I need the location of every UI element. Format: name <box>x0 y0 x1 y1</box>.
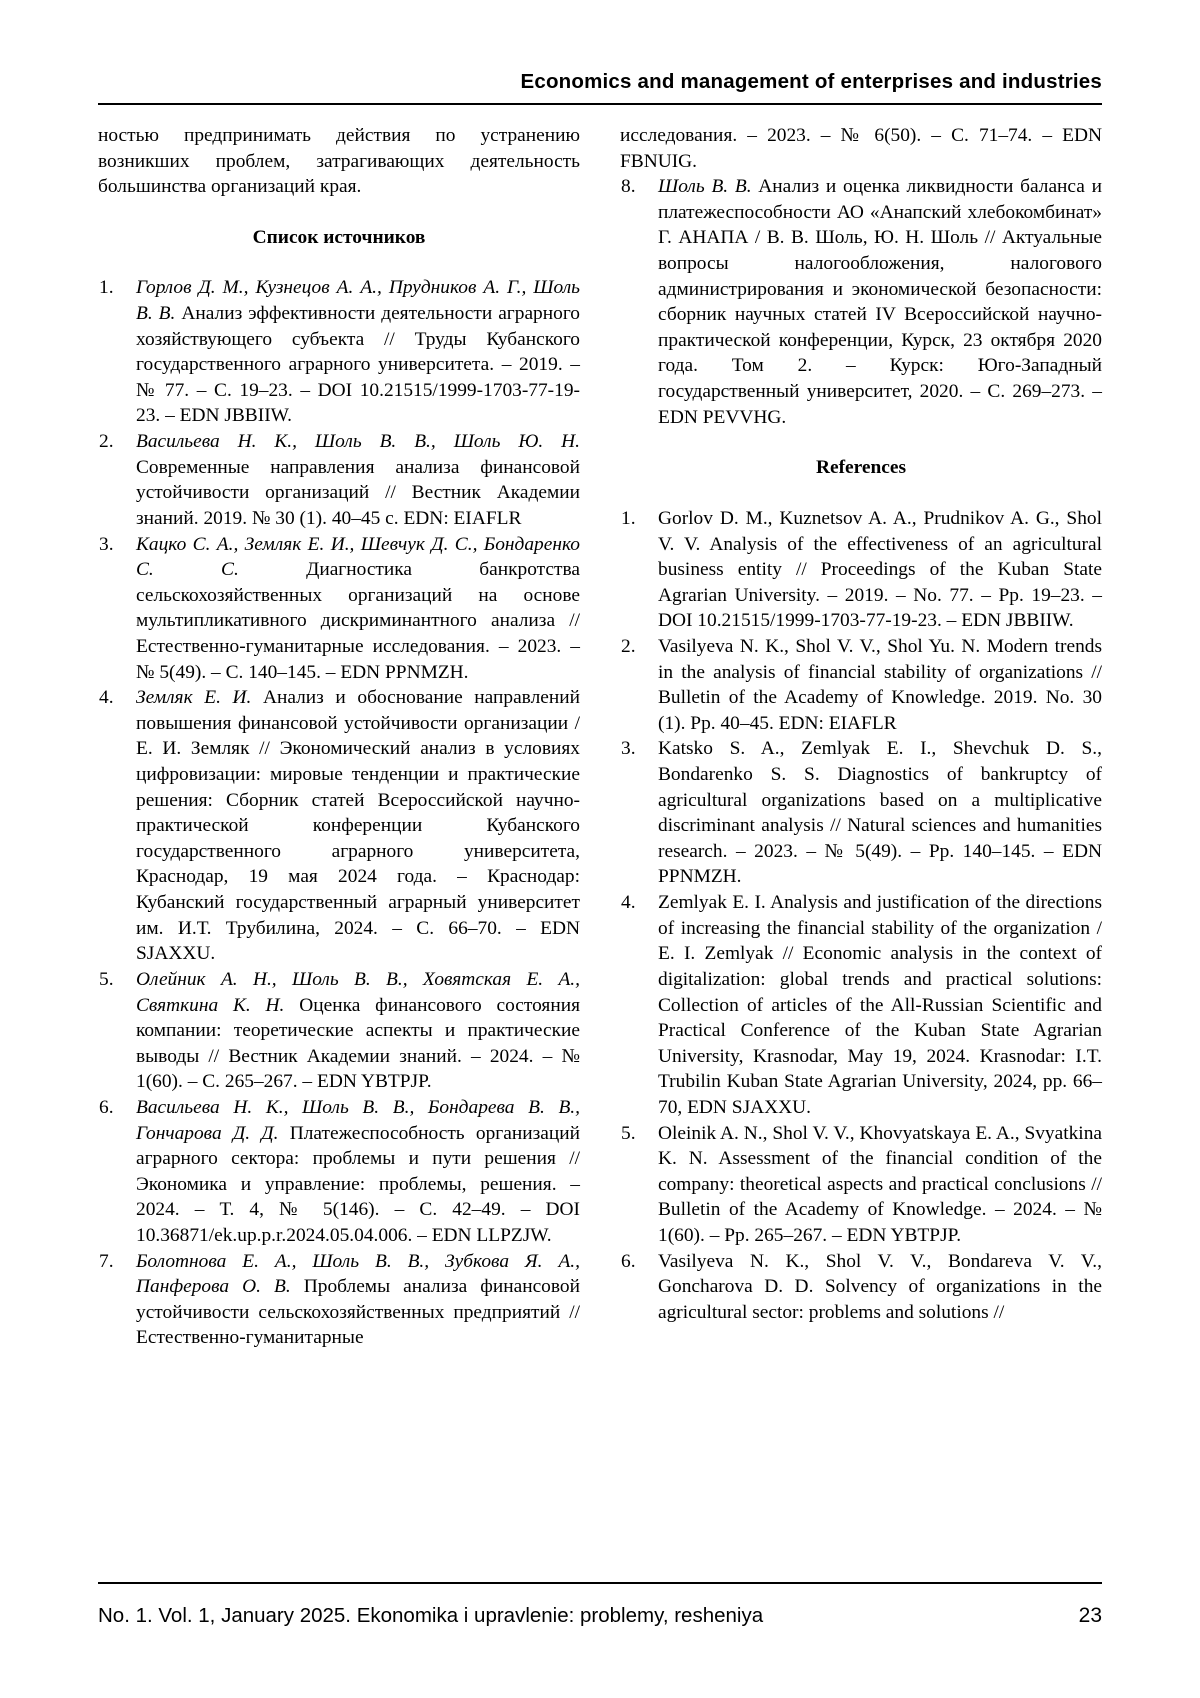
item-number: 4. <box>99 687 114 709</box>
item-authors: Земляк Е. И. <box>136 687 252 709</box>
item-authors: Болотнова Е. А., Шоль В. В., Зубкова Я. А., Панферова О. В. <box>136 1250 580 1298</box>
item-text: Vasilyeva N. K., Shol V. V., Shol Yu. N. Modern trends in the analysis of financial stability of organizations // Bulletin of the Academy of Knowledge. 2019. No. 30 (1). Pp. 40–45. EDN: EIAFLR <box>658 635 1102 734</box>
item-number: 7. <box>99 1250 114 1272</box>
item-number: 5. <box>99 968 114 990</box>
list-item <box>620 736 1102 890</box>
sources-heading: Список источников <box>252 226 426 248</box>
page-footer <box>98 1582 1102 1628</box>
item-number: 2. <box>99 431 114 453</box>
page-number: 23 <box>1078 1604 1102 1627</box>
list-item <box>98 429 580 531</box>
sources-list-continued <box>620 174 1102 430</box>
item-number: 3. <box>621 738 636 760</box>
item-text: Проблемы анализа финансовой устойчивости сельскохозяйственных предприятий // Естественно-гуманитарные <box>136 1276 580 1349</box>
footer-rule <box>98 1582 1102 1584</box>
two-column-body <box>98 123 1102 1351</box>
list-item <box>620 634 1102 736</box>
item-text: Анализ и оценка ликвидности баланса и платежеспособности АО «Анапский хлебокомбинат» Г. АНАПА / В. В. Шоль, Ю. Н. Шоль // Актуальные вопросы налогообложения, налогового администрирования и экономической безопасности: сборник научных статей IV Всероссийской научно-практической конференции, Курск, 23 октября 2020 года. Том 2. – Курск: Юго-Западный государственный университет, 2020. – С. 269–273. – EDN PEVVHG. <box>658 176 1102 428</box>
list-item <box>98 1249 580 1351</box>
list-item <box>620 1249 1102 1326</box>
item-text: Zemlyak E. I. Analysis and justification of the directions of increasing the financial stability of the organization / E. I. Zemlyak // Economic analysis in the context of digitalization: global trends and practical solutions: Collection of articles of the All-Russian Scientific and Practical Conference of the Kuban State Agrarian University, Krasnodar, May 19, 2024. Krasnodar: I.T. Trubilin Kuban State Agrarian University, 2024, pp. 66–70, EDN SJAXXU. <box>658 892 1102 1118</box>
list-item <box>620 506 1102 634</box>
item-text: Оценка финансового состояния компании: теоретические аспекты и практические выводы // Вестник Академии знаний. – 2024. – № 1(60). – С. 265–267. – EDN YBTPJP. <box>136 994 581 1093</box>
item-authors: Горлов Д. М., Кузнецов А. А., Прудников А. Г., Шоль В. В. <box>136 277 580 325</box>
list-item <box>620 1121 1102 1249</box>
item-text: Современные направления анализа финансовой устойчивости организаций // Вестник Академии знаний. 2019. № 30 (1). 40–45 с. EDN: EIAFLR <box>136 456 580 529</box>
sources-list <box>98 275 580 1351</box>
list-item <box>98 1095 580 1249</box>
item-text: Анализ и обоснование направлений повышения финансовой устойчивости организации / Е. И. Земляк // Экономический анализ в условиях цифровизации: мировые тенденции и практические решения: Сборник статей Всероссийской научно-практической конференции Кубанского государственного аграрного университета, Краснодар, 19 мая 2024 года. – Краснодар: Кубанский государственный аграрный университет им. И.Т. Трубилина, 2024. – С. 66–70. – EDN SJAXXU. <box>136 687 580 965</box>
list-item <box>98 685 580 967</box>
list-item <box>98 532 580 686</box>
item-number: 2. <box>621 635 636 657</box>
list-item <box>620 890 1102 1120</box>
item-authors: Олейник А. Н., Шоль В. В., Ховятская Е. А., Святкина К. Н. <box>136 968 580 1016</box>
item-authors: Кацко С. А., Земляк Е. И., Шевчук Д. С., Бондаренко С. С. <box>136 533 580 581</box>
journal-issue-info: No. 1. Vol. 1, January 2025. Ekonomika i upravlenie: problemy, resheniya <box>98 1604 764 1627</box>
running-head: Economics and management of enterprises and industries <box>520 70 1102 93</box>
continuation-paragraph: исследования. – 2023. – № 6(50). – С. 71–74. – EDN FBNUIG. <box>620 125 1102 172</box>
page-header <box>98 0 1102 105</box>
references-heading: References <box>815 457 907 479</box>
references-list <box>620 506 1102 1326</box>
item-number: 4. <box>621 892 636 914</box>
item-authors: Васильева Н. К., Шоль В. В., Шоль Ю. Н. <box>136 431 580 453</box>
item-number: 6. <box>621 1250 636 1272</box>
item-text: Vasilyeva N. K., Shol V. V., Bondareva V. V., Goncharova D. D. Solvency of organizations in the agricultural sector: problems and solutions // <box>658 1250 1102 1323</box>
header-rule <box>98 103 1102 105</box>
item-text: Анализ эффективности деятельности аграрного хозяйствующего субъекта // Труды Кубанского государственного аграрного университета. – 2019. – № 77. – С. 19–23. – DOI 10.21515/1999-1703-77-19-23. – EDN JBBIIW. <box>136 303 580 427</box>
left-column <box>98 123 580 1351</box>
list-item <box>620 174 1102 430</box>
item-authors: Шоль В. В. <box>658 176 752 198</box>
item-text: Katsko S. A., Zemlyak E. I., Shevchuk D. S., Bondarenko S. S. Diagnostics of bankruptcy of agricultural organizations based on a multiplicative discriminant analysis // Natural sciences and humanities research. – 2023. – № 5(49). – Pp. 140–145. – EDN PPNMZH. <box>658 738 1102 888</box>
item-number: 1. <box>99 277 114 299</box>
item-number: 5. <box>621 1122 636 1144</box>
item-text: Платежеспособность организаций аграрного сектора: проблемы и пути решения // Экономика и управление: проблемы, решения. – 2024. – Т. 4, № 5(146). – С. 42–49. – DOI 10.36871/ek.up.p.r.2024.05.04.006. – EDN LLPZJW. <box>136 1122 580 1246</box>
item-text: Gorlov D. M., Kuznetsov A. A., Prudnikov A. G., Shol V. V. Analysis of the effectiveness of an agricultural business entity // Proceedings of the Kuban State Agrarian University. – 2019. – No. 77. – Pp. 19–23. – DOI 10.21515/1999-1703-77-19-23. – EDN JBBIIW. <box>658 507 1102 632</box>
list-item <box>98 967 580 1095</box>
list-item <box>98 275 580 429</box>
item-number: 3. <box>99 533 114 555</box>
right-column <box>620 123 1102 1351</box>
footer-line <box>98 1604 1102 1628</box>
item-text: Диагностика банкротства сельскохозяйственных организаций на основе мультипликативного дискриминантного анализа // Естественно-гуманитарные исследования. – 2023. – № 5(49). – С. 140–145. – EDN PPNMZH. <box>136 559 580 683</box>
continuation-paragraph: ностью предпринимать действия по устранению возникших проблем, затрагивающих деятельность большинства организаций края. <box>98 125 580 198</box>
item-number: 8. <box>621 176 636 198</box>
item-number: 1. <box>621 507 636 529</box>
item-authors: Васильева Н. К., Шоль В. В., Бондарева В. В., Гончарова Д. Д. <box>136 1096 580 1144</box>
item-text: Oleinik A. N., Shol V. V., Khovyatskaya E. A., Svyatkina K. N. Assessment of the financial condition of the company: theoretical aspects and practical conclusions // Bulletin of the Academy of Knowledge. – 2024. – № 1(60). – Pp. 265–267. – EDN YBTPJP. <box>658 1122 1102 1246</box>
item-number: 6. <box>99 1096 114 1118</box>
